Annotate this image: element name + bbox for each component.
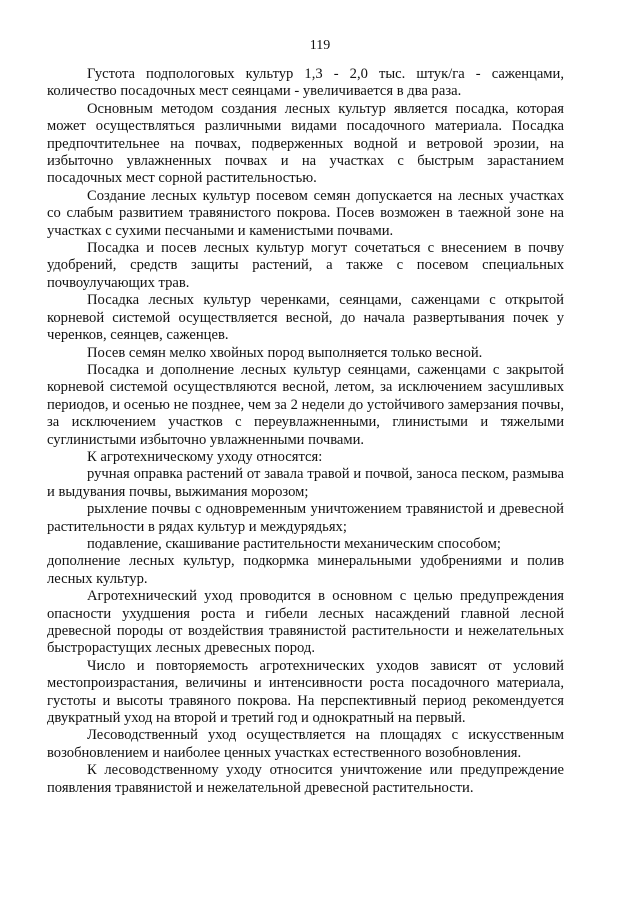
list-item-loosening: рыхление почвы с одновременным уничтожением травянистой и древесной растительности в рядах культур и междурядьях; (47, 501, 564, 535)
paragraph-open-root-planting: Посадка лесных культур черенками, сеянцами, саженцами с открытой корневой системой осуществляется весной, до начала развертывания почек у черенков, сеянцев, саженцев. (47, 292, 564, 344)
paragraph-conifer-sowing: Посев семян мелко хвойных пород выполняется только весной. (87, 344, 483, 361)
paragraph-agrotech-care-intro: К агротехническому уходу относятся: (87, 448, 323, 465)
document-body (47, 66, 564, 797)
paragraph-silvicultural-care: Лесоводственный уход осуществляется на площадях с искусственным возобновлением и наиболее ценных участках естественного возобновления. (47, 727, 564, 761)
paragraph-agrotech-purpose: Агротехнический уход проводится в основном с целью предупреждения опасности ухудшения роста и гибели лесных насаждений главной лесной древесной породы от воздействия травянистой растительности и нежелательных быстрорастущих лесных древесных пород. (47, 588, 564, 657)
paragraph-subcanopy-density: Густота подпологовых культур 1,3 - 2,0 тыс. штук/га - саженцами, количество посадочных мест сеянцами - увеличивается в два раза. (47, 66, 564, 100)
paragraph-fertilizers: Посадка и посев лесных культур могут сочетаться с внесением в почву удобрений, средств защиты растений, а также с посевом специальных почвоулучающих трав. (47, 240, 564, 291)
list-item-supplementing: дополнение лесных культур, подкормка минеральными удобрениями и полив лесных культур. (47, 553, 564, 587)
paragraph-planting-method: Основным методом создания лесных культур является посадка, которая может осуществляться различными видами посадочного материала. Посадка предпочтительнее на почвах, подверженных водной и ветровой эрозии, на избыточно увлажненных почвах и на участках с быстрым зарастанием посадочных мест сорной растительностью. (47, 100, 564, 187)
page-number: 119 (309, 38, 331, 53)
paragraph-silvicultural-care-scope: К лесоводственному уходу относится уничтожение или предупреждение появления травянистой и нежелательной древесной растительности. (47, 762, 564, 796)
paragraph-closed-root-planting: Посадка и дополнение лесных культур сеянцами, саженцами с закрытой корневой системой осуществляются весной, летом, за исключением засушливых периодов, и осенью не позднее, чем за 2 недели до устойчивого замерзания почвы, за исключением участков с переувлажненными, глинистыми и тяжелыми суглинистыми избыточно увлажненными почвами. (47, 361, 564, 448)
paragraph-care-frequency: Число и повторяемость агротехнических уходов зависят от условий местопроизрастания, величины и интенсивности роста посадочного материала, густоты и высоты травяного покрова. На перспективный период рекомендуется двукратный уход на второй и третий год и однократный на первый. (47, 657, 564, 727)
paragraph-sowing: Создание лесных культур посевом семян допускается на лесных участках со слабым развитием травянистого покрова. Посев возможен в таежной зоне на участках с сухими песчаными и каменистыми почвами. (47, 187, 564, 239)
list-item-mowing: подавление, скашивание растительности механическим способом; (87, 535, 501, 552)
list-item-manual-straightening: ручная оправка растений от завала травой и почвой, заноса песком, размыва и выдувания почвы, выжимания морозом; (47, 466, 564, 500)
